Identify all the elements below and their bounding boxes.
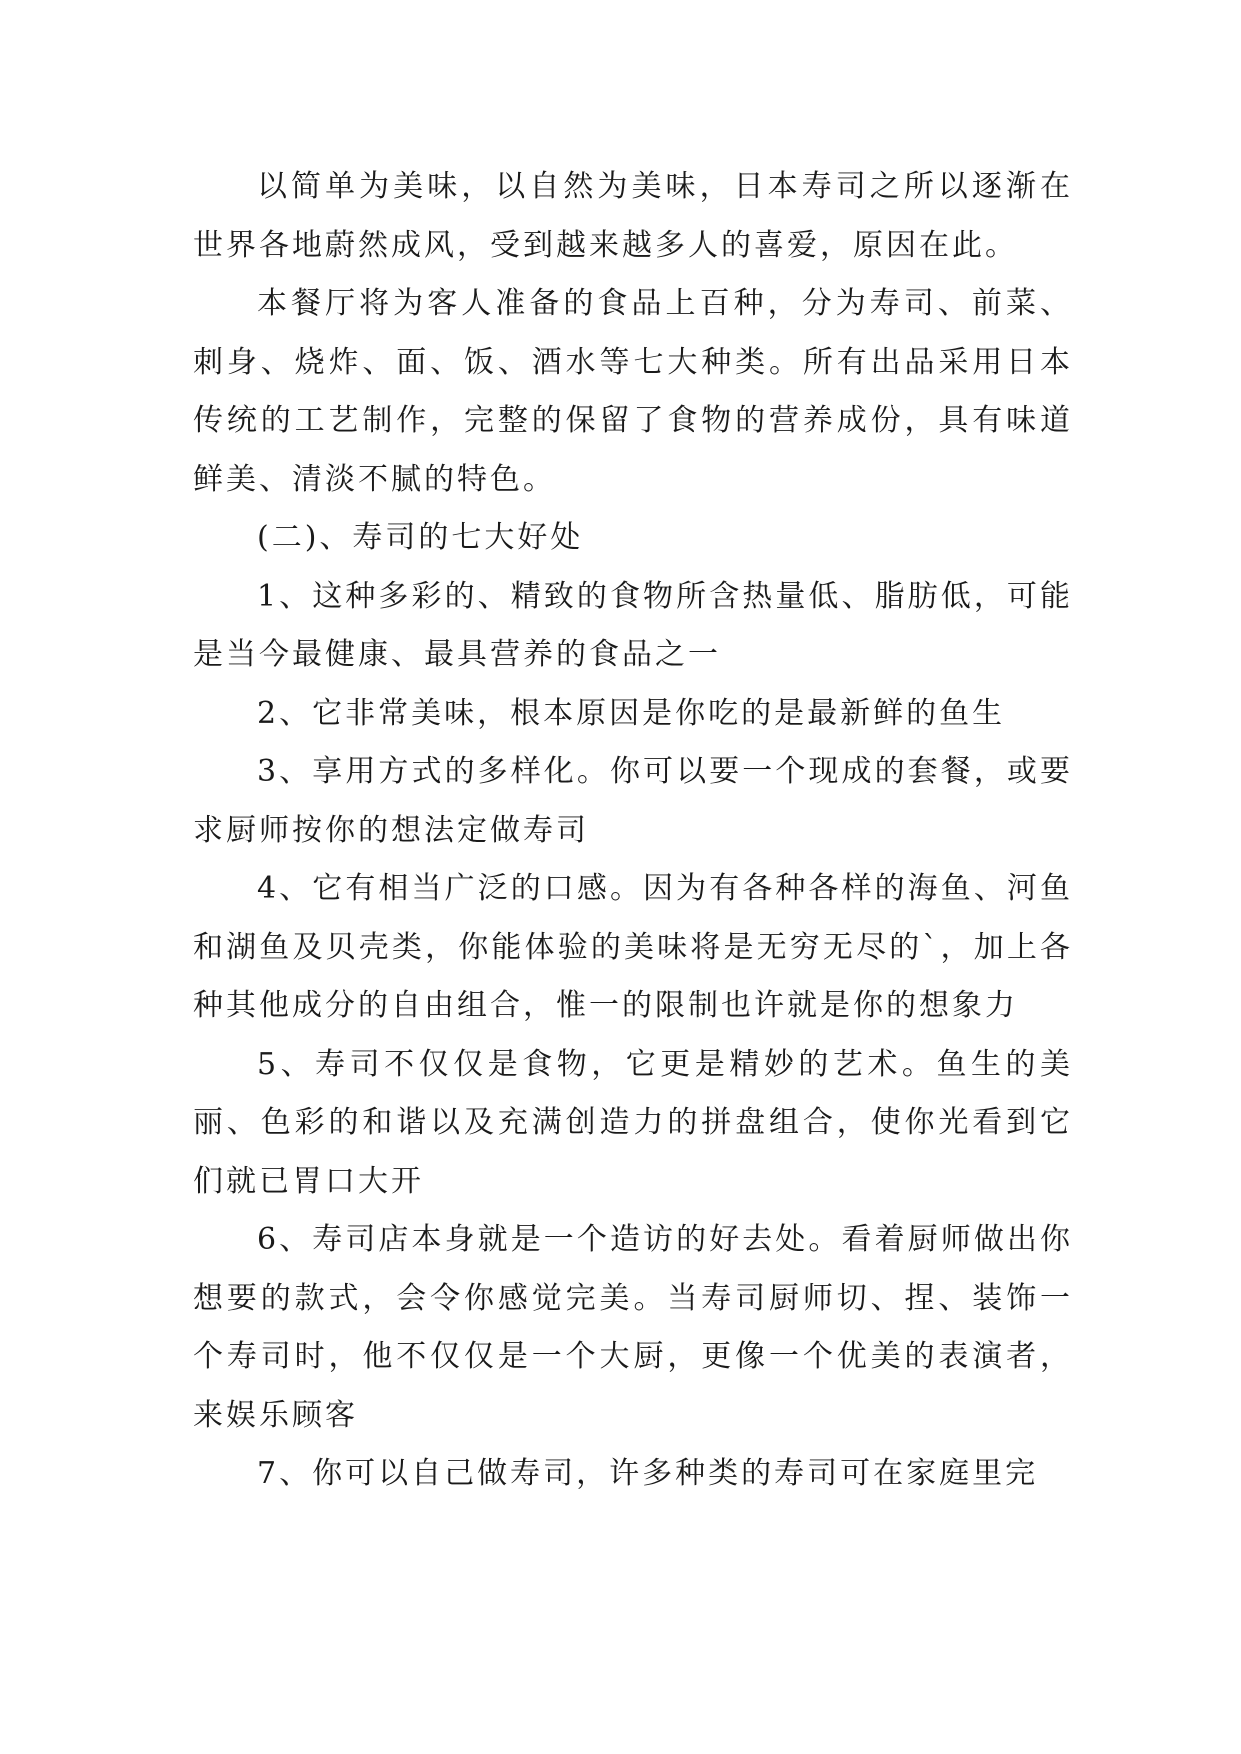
list-item-2: 2、它非常美味，根本原因是你吃的是最新鲜的鱼生 (257, 695, 1006, 731)
list-item-4: 4、它有相当广泛的口感。因为有各种各样的海鱼、河鱼和湖鱼及贝壳类，你能体验的美味将是无穷无尽的`，加上各种其他成分的自由组合，惟一的限制也许就是你的想象力 (193, 871, 1073, 1023)
list-item-3: 3、享用方式的多样化。你可以要一个现成的套餐，或要求厨师按你的想法定做寿司 (193, 754, 1073, 848)
paragraph-intro: 以简单为美味，以自然为美味，日本寿司之所以逐渐在世界各地蔚然成风，受到越来越多人的喜爱，原因在此。 (193, 169, 1073, 263)
paragraph-restaurant: 本餐厅将为客人准备的食品上百种，分为寿司、前菜、刺身、烧炸、面、饭、酒水等七大种类。所有出品采用日本传统的工艺制作，完整的保留了食物的营养成份，具有味道鲜美、清淡不腻的特色。 (193, 286, 1073, 497)
list-item-7: 7、你可以自己做寿司，许多种类的寿司可在家庭里完 (257, 1456, 1039, 1491)
document-body (193, 158, 1073, 1504)
section-heading: (二)、寿司的七大好处 (257, 520, 584, 555)
list-item-1: 1、这种多彩的、精致的食物所含热量低、脂肪低，可能是当今最健康、最具营养的食品之一 (193, 578, 1073, 672)
list-item-6: 6、寿司店本身就是一个造访的好去处。看着厨师做出你想要的款式，会令你感觉完美。当寿司厨师切、捏、装饰一个寿司时，他不仅仅是一个大厨，更像一个优美的表演者，来娱乐顾客 (193, 1222, 1073, 1433)
list-item-5: 5、寿司不仅仅是食物，它更是精妙的艺术。鱼生的美丽、色彩的和谐以及充满创造力的拼盘组合，使你光看到它们就已胃口大开 (193, 1046, 1073, 1199)
